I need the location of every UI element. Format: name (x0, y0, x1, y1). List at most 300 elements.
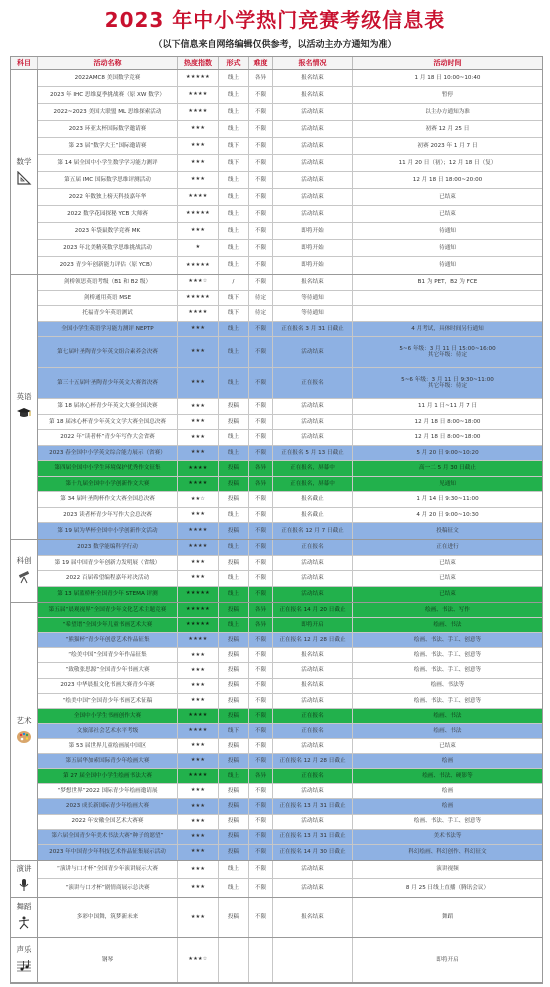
heat-rating: ★★★ (178, 155, 219, 171)
registration-status: 等待通知 (273, 306, 353, 321)
difficulty-cell: 不限 (249, 446, 273, 461)
table-row (38, 571, 542, 587)
activity-name: 第七届叶圣陶青少年英文组合素养会决赛 (38, 337, 178, 367)
form-cell: 线上 (219, 70, 249, 86)
registration-status: 活动结束 (273, 206, 353, 222)
registration-status: 活动结束 (273, 189, 353, 205)
table-row (38, 663, 542, 678)
table-row (38, 508, 542, 524)
form-cell: 线上 (219, 189, 249, 205)
activity-name: 2022 百届希望编程嘉年对决活动 (38, 571, 178, 586)
registration-status: 即将开启 (273, 618, 353, 632)
form-cell: 线上 (219, 121, 249, 137)
difficulty-cell: 不限 (249, 322, 273, 337)
heat-rating: ★★★★★ (178, 257, 219, 274)
registration-status (273, 938, 353, 982)
heat-rating: ★★★ (178, 415, 219, 430)
subject-name: 艺术 (16, 716, 32, 725)
activity-name: 剑桥领思英语考级（B1 和 B2 级） (38, 275, 178, 290)
registration-status: 正在报名 (273, 368, 353, 398)
registration-status: 正在报名 13 月 31 日截止 (273, 830, 353, 844)
dancer-icon (16, 915, 32, 934)
section-rows (38, 938, 542, 982)
table-row (38, 430, 542, 446)
difficulty-cell: 不限 (249, 845, 273, 860)
activity-name: 2023 青少年创新能力评估（原 YCB） (38, 257, 178, 274)
registration-status: 报名结束 (273, 648, 353, 662)
difficulty-cell: 不限 (249, 337, 273, 367)
heat-rating: ★★★☆ (178, 275, 219, 290)
table-row (38, 306, 542, 322)
section-1 (11, 275, 542, 540)
form-cell: 线上 (219, 587, 249, 603)
table-row (38, 138, 542, 155)
table-row (38, 172, 542, 189)
form-cell: 投稿 (219, 415, 249, 430)
activity-time: B1 为 PET，B2 为 FCE (417, 279, 478, 286)
subject-name: 舞蹈 (16, 902, 32, 911)
activity-time: 舞蹈 (441, 914, 454, 921)
activity-time: 绘画、书法、手工、创意等 (413, 697, 482, 704)
form-cell: / (219, 275, 249, 290)
activity-time: 5 月 20 日 9:00~10:20 (416, 449, 479, 456)
registration-status: 正在报名 (273, 540, 353, 555)
table-row (38, 446, 542, 462)
heat-rating: ★★★ (178, 784, 219, 798)
heat-rating: ★★★★ (178, 523, 219, 539)
activity-name: 第三十五届叶圣陶青少年英文大赛省决赛 (38, 368, 178, 398)
registration-status: 即将开始 (273, 223, 353, 239)
heat-rating: ★★★★★ (178, 603, 219, 617)
subject-cell (11, 275, 38, 539)
activity-time (353, 306, 542, 321)
heat-rating: ★★★ (178, 446, 219, 461)
table-row (38, 189, 542, 206)
registration-status: 活动结束 (273, 861, 353, 878)
form-cell: 投稿 (219, 603, 249, 617)
subject-cell (11, 603, 38, 860)
activity-name: 2023 中华晨报文化书画大赛青少年赛 (38, 679, 178, 693)
section-5 (11, 898, 542, 938)
difficulty-cell: 不限 (249, 739, 273, 753)
registration-status: 活动结束 (273, 399, 353, 414)
form-cell: 投稿 (219, 709, 249, 723)
header-difficulty: 难度 (249, 57, 273, 69)
registration-status: 正在报名 14 月 20 日截止 (273, 603, 353, 617)
form-cell: 投稿 (219, 799, 249, 813)
graduation-cap-icon (16, 405, 32, 424)
heat-rating: ★★★ (178, 679, 219, 693)
difficulty-cell: 不限 (249, 648, 273, 662)
activity-name: “演讲与口才杯”全国青少年演讲展示大赛 (38, 861, 178, 878)
difficulty-cell: 各异 (249, 477, 273, 492)
heat-rating: ★★★ (178, 754, 219, 768)
registration-status: 报名截止 (273, 508, 353, 523)
table-row (38, 291, 542, 307)
activity-time: 即将开启 (436, 956, 459, 963)
activity-name: 第五届“晨观视界”全国青少年文化艺术主题竞赛 (38, 603, 178, 617)
form-cell: 投稿 (219, 739, 249, 753)
registration-status: 等待通知 (273, 291, 353, 306)
table-row (38, 587, 542, 603)
table-row (38, 938, 542, 982)
form-cell: 线上 (219, 337, 249, 367)
table-row (38, 784, 542, 799)
section-rows (38, 603, 542, 860)
subject-cell (11, 70, 38, 274)
time-line: 其它年级：待定 (427, 352, 468, 359)
subject-name: 演讲 (16, 863, 32, 873)
activity-time: 绘画 (441, 803, 454, 810)
table-row (38, 861, 542, 879)
difficulty-cell: 待定 (249, 291, 273, 306)
table-row (38, 709, 542, 724)
heat-rating: ★★★★★ (178, 70, 219, 86)
header-registration: 报名情况 (273, 57, 353, 69)
heat-rating: ★★★ (178, 799, 219, 813)
form-cell: 投稿 (219, 663, 249, 677)
table-row (38, 523, 542, 539)
form-cell: 线上 (219, 540, 249, 555)
activity-time (353, 291, 542, 306)
difficulty-cell: 不限 (249, 754, 273, 768)
activity-name: 2023 年 IHC 思维夏季挑战赛（原 XW 数学） (38, 87, 178, 103)
form-cell: 投稿 (219, 830, 249, 844)
heat-rating: ★★★★ (178, 189, 219, 205)
form-cell: 线上 (219, 206, 249, 222)
activity-time: 演讲视频 (436, 866, 459, 873)
heat-rating: ★★★★ (178, 104, 219, 120)
subject-name: 科创 (16, 555, 32, 565)
heat-rating: ★★★★ (178, 461, 219, 476)
heat-rating: ★★★ (178, 337, 219, 367)
difficulty-cell: 各异 (249, 461, 273, 476)
registration-status: 活动结束 (273, 430, 353, 445)
heat-rating: ★★★★★ (178, 206, 219, 222)
heat-rating: ★★★ (178, 121, 219, 137)
difficulty-cell: 不限 (249, 240, 273, 256)
heat-rating: ★★★ (178, 648, 219, 662)
activity-time: 11 月 20 日（初）；12 月 18 日（复） (398, 159, 497, 166)
activity-time: 绘画、书法、手工、创意等 (413, 667, 482, 674)
difficulty-cell: 不限 (249, 571, 273, 586)
heat-rating: ★★★ (178, 556, 219, 571)
form-cell: 投稿 (219, 477, 249, 492)
page-subtitle: （以下信息来自网络编辑仅供参考，以活动主办方通知为准） (153, 40, 397, 50)
activity-time: 待通知 (439, 262, 456, 269)
activity-time: 已结束 (439, 559, 456, 566)
table-row (38, 206, 542, 223)
heat-rating: ★★★ (178, 322, 219, 337)
difficulty-cell: 不限 (249, 508, 273, 523)
difficulty-cell: 待定 (249, 306, 273, 321)
difficulty-cell: 不限 (249, 223, 273, 239)
page-title: 2023 年中小学热门竞赛考级信息表 (104, 8, 446, 32)
registration-status: 报名结束 (273, 898, 353, 937)
activity-name: “演讲与口才杯”剧情商展示总决赛 (38, 879, 178, 897)
table-row (38, 223, 542, 240)
difficulty-cell: 不限 (249, 399, 273, 414)
form-cell: 投稿 (219, 845, 249, 860)
form-cell: 投稿 (219, 815, 249, 829)
registration-status: 正在报名 13 月 31 日截止 (273, 799, 353, 813)
activity-time (353, 368, 542, 398)
heat-rating: ★★★★★ (178, 618, 219, 632)
activity-name: 第十九届全国中小学创新作文大赛 (38, 477, 178, 492)
table-row (38, 618, 542, 633)
form-cell: 线上 (219, 322, 249, 337)
table-header (11, 57, 542, 70)
registration-status: 正在报名 (273, 709, 353, 723)
heat-rating: ★★★★ (178, 633, 219, 647)
activity-name: 剑桥通用英语 MSE (38, 291, 178, 306)
form-cell: 线上 (219, 879, 249, 897)
form-cell: 线上 (219, 368, 249, 398)
section-0 (11, 70, 542, 275)
registration-status: 活动结束 (273, 415, 353, 430)
difficulty-cell: 不限 (249, 861, 273, 878)
activity-time: 绘画、书法、写作 (425, 606, 470, 613)
subject-cell (11, 861, 38, 897)
difficulty-cell: 不限 (249, 663, 273, 677)
activity-time: 绘画、书法、手工、创意等 (413, 818, 482, 825)
table-row (38, 121, 542, 138)
table-row (38, 337, 542, 368)
difficulty-cell: 不限 (249, 694, 273, 708)
table-row (38, 603, 542, 618)
form-cell: 线上 (219, 446, 249, 461)
form-cell: 投稿 (219, 694, 249, 708)
difficulty-cell: 不限 (249, 830, 273, 844)
activity-name: 全国小学生英语学习能力测评 NEPTP (38, 322, 178, 337)
table-row (38, 257, 542, 274)
activity-time: 11 月 1 日~11 月 7 日 (417, 403, 478, 410)
difficulty-cell: 各异 (249, 603, 273, 617)
difficulty-cell: 不限 (249, 784, 273, 798)
form-cell: 线下 (219, 306, 249, 321)
table-row (38, 694, 542, 709)
table-row (38, 322, 542, 338)
registration-status: 即将开始 (273, 257, 353, 274)
difficulty-cell: 各异 (249, 70, 273, 86)
table-row (38, 815, 542, 830)
activity-time: 4 月 20 日 9:00~10:30 (416, 511, 479, 518)
header-subject: 科目 (11, 57, 38, 69)
activity-name: 2022~2023 美国大联盟 ML 思维探索活动 (38, 104, 178, 120)
difficulty-cell: 不限 (249, 368, 273, 398)
activity-name: 第 23 届“数学大王”国际邀请赛 (38, 138, 178, 154)
activity-time: 见通知 (439, 480, 456, 487)
form-cell: 线下 (219, 724, 249, 738)
form-cell: 投稿 (219, 898, 249, 937)
header-time: 活动时间 (433, 59, 462, 67)
activity-name: 第 19 届中国青少年创新力发明展（省级） (38, 556, 178, 571)
section-rows (38, 70, 542, 274)
heat-rating: ★★★★★ (178, 587, 219, 603)
heat-rating: ★★★ (178, 223, 219, 239)
difficulty-cell: 不限 (249, 587, 273, 603)
difficulty-cell (249, 938, 273, 982)
activity-name: 2022AMC8 美国数学竞赛 (38, 70, 178, 86)
table-row (38, 461, 542, 477)
activity-time: 已结束 (439, 193, 456, 200)
activity-name: 第 27 届全国中小学生绘画书法大赛 (38, 769, 178, 783)
activity-time: 已结束 (439, 575, 456, 582)
heat-rating: ★★★ (178, 508, 219, 523)
table-row (38, 799, 542, 814)
difficulty-cell: 不限 (249, 523, 273, 539)
activity-time: 美术书法等 (433, 833, 462, 840)
difficulty-cell: 不限 (249, 540, 273, 555)
heat-rating: ★ (178, 240, 219, 256)
registration-status: 活动结束 (273, 121, 353, 137)
subject-cell (11, 540, 38, 602)
microphone-icon (16, 877, 32, 896)
registration-status: 活动结束 (273, 172, 353, 188)
activity-time: 绘画、书法 (433, 712, 462, 719)
activity-time: 绘画、书法、手工、创意等 (413, 637, 482, 644)
telescope-icon (16, 569, 32, 588)
palette-icon (16, 729, 32, 748)
activity-time: 4 月考试，具体时间另行通知 (411, 325, 484, 332)
registration-status: 正在报名 (273, 724, 353, 738)
activity-time: 初赛 2023 年 1 月 7 日 (417, 142, 478, 149)
difficulty-cell: 不限 (249, 492, 273, 507)
difficulty-cell: 不限 (249, 415, 273, 430)
music-score-icon (16, 958, 32, 977)
heat-rating: ★★★ (178, 663, 219, 677)
registration-status: 即将开始 (273, 240, 353, 256)
activity-name: “熊猫杯”青少年创意艺术作品征集 (38, 633, 178, 647)
registration-status: 正在报名 12 月 28 日截止 (273, 633, 353, 647)
table-row (38, 240, 542, 257)
difficulty-cell: 不限 (249, 799, 273, 813)
activity-time: 暂停 (441, 91, 454, 98)
difficulty-cell: 不限 (249, 709, 273, 723)
form-cell: 线上 (219, 769, 249, 783)
registration-status: 正在报名 5 月 13 日截止 (273, 446, 353, 461)
heat-rating: ★★★ (178, 830, 219, 844)
heat-rating: ★★★★ (178, 709, 219, 723)
activity-name: 2023 成长新国际青少年绘画大赛 (38, 799, 178, 813)
activity-time: 绘画、书法 (433, 621, 462, 628)
heat-rating: ★★☆ (178, 492, 219, 507)
subject-cell (11, 898, 38, 937)
form-cell: 线上 (219, 172, 249, 188)
activity-time: 已结束 (439, 210, 456, 217)
activity-name: “希望谱”全国少年儿童书画艺术大赛 (38, 618, 178, 632)
activity-time: 1 月 14 日 9:30~11:00 (416, 496, 479, 503)
registration-status: 正在报名 14 月 30 日截止 (273, 845, 353, 860)
activity-name: 2023 年中国青少年科技艺术作品征集展示活动 (38, 845, 178, 860)
difficulty-cell: 不限 (249, 87, 273, 103)
difficulty-cell: 各异 (249, 618, 273, 632)
section-6 (11, 938, 542, 983)
table-row (38, 724, 542, 739)
registration-status: 正在报名，屏幕中 (273, 477, 353, 492)
section-3 (11, 603, 542, 861)
difficulty-cell: 不限 (249, 104, 273, 120)
heat-rating: ★★★☆ (178, 938, 219, 982)
registration-status: 正在报名 12 月 28 日截止 (273, 754, 353, 768)
registration-status: 正在报名 (273, 769, 353, 783)
form-cell: 线下 (219, 138, 249, 154)
activity-time: 12 月 18 日 18:00~20:00 (412, 176, 483, 183)
table-row (38, 648, 542, 663)
section-4 (11, 861, 542, 898)
subject-name: 英语 (16, 391, 32, 401)
activity-time: 绘画、书法 (433, 727, 462, 734)
form-cell: 线上 (219, 104, 249, 120)
section-rows (38, 898, 542, 937)
ruler-triangle-icon (16, 170, 32, 189)
difficulty-cell: 不限 (249, 679, 273, 693)
activity-name: 钢琴 (38, 938, 178, 982)
activity-time: 绘画、书法、硬影等 (422, 773, 473, 780)
table-row (38, 399, 542, 415)
section-rows (38, 275, 542, 539)
activity-name: 2023 读者杯青少年写作大会总决赛 (38, 508, 178, 523)
difficulty-cell: 不限 (249, 172, 273, 188)
heat-rating: ★★★★ (178, 306, 219, 321)
activity-name: 第 19 届为华杯全国中小学创新作文活动 (38, 523, 178, 539)
activity-time: 绘画、书法、手工、创意等 (413, 652, 482, 659)
table-row (38, 70, 542, 87)
activity-name: 第 13 届蓝桥杯全国青少年 STEMA 评测 (38, 587, 178, 603)
form-cell: 线上 (219, 223, 249, 239)
activity-name: “绘美中国”全国青少年书画艺术征稿 (38, 694, 178, 708)
activity-time: 已结束 (439, 591, 456, 598)
table-row (38, 879, 542, 897)
registration-status: 活动结束 (273, 739, 353, 753)
heat-rating: ★★★★ (178, 724, 219, 738)
activity-name: 第 53 届世界儿童绘画展中国区 (38, 739, 178, 753)
registration-status: 活动结束 (273, 571, 353, 586)
heat-rating: ★★★ (178, 138, 219, 154)
activity-name: 2022 年安徽全国艺术大赛赛 (38, 815, 178, 829)
activity-name: 第 18 届冰心杯青少年英文大赛全国决赛 (38, 399, 178, 414)
activity-name: 2023 春全国中小学英文综合能力展示（省赛） (38, 446, 178, 461)
registration-status: 活动结束 (273, 815, 353, 829)
activity-name: “绘美中国”全国青少年作品征集 (38, 648, 178, 662)
difficulty-cell: 不限 (249, 275, 273, 290)
registration-status: 活动结束 (273, 663, 353, 677)
registration-status: 正在报名，屏幕中 (273, 461, 353, 476)
heat-rating: ★★★★ (178, 769, 219, 783)
form-cell: 线上 (219, 508, 249, 523)
activity-name: 第六届全国青少年美术书法大赛“种子的愿望” (38, 830, 178, 844)
form-cell: 投稿 (219, 784, 249, 798)
registration-status: 活动结束 (273, 556, 353, 571)
form-cell: 投稿 (219, 754, 249, 768)
registration-status: 报名结束 (273, 70, 353, 86)
registration-status: 活动结束 (273, 784, 353, 798)
table-row (38, 679, 542, 694)
time-line: 5~6 年级：3 月 11 日 9:30~11:00 (401, 376, 494, 383)
activity-name: 2022 年“读者杯”青少年写作大会省赛 (38, 430, 178, 445)
registration-status: 活动结束 (273, 879, 353, 897)
difficulty-cell: 不限 (249, 815, 273, 829)
table-row (38, 556, 542, 572)
activity-time: 待通知 (439, 227, 456, 234)
table-row (38, 898, 542, 937)
form-cell: 投稿 (219, 679, 249, 693)
registration-status: 活动结束 (273, 138, 353, 154)
activity-name: 第 18 届冰心杯青少年英文文学大赛全国总决赛 (38, 415, 178, 430)
form-cell: 线下 (219, 155, 249, 171)
form-cell: 线上 (219, 571, 249, 586)
activity-time: 12 月 18 日 8:00~18:00 (414, 418, 481, 425)
